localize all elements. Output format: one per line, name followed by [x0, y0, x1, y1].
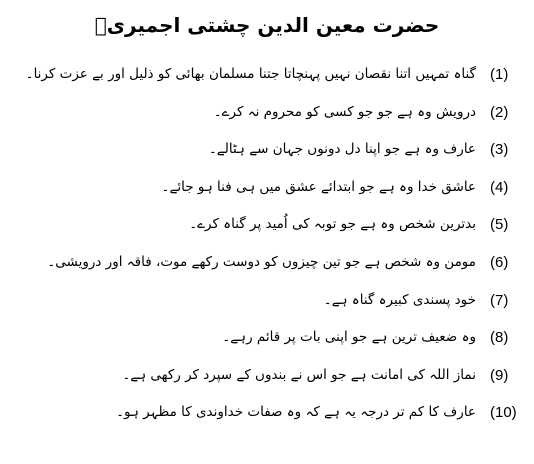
item-number: (6)	[490, 253, 509, 271]
item-text: عارف وہ ہے جو اپنا دل دونوں جہان سے ہٹالے۔	[208, 141, 476, 158]
item-text: عارف کا کم تر درجہ یہ ہے کہ وہ صفات خداوندی کا مظہر ہو۔	[116, 404, 476, 421]
list-item	[0, 133, 534, 171]
page-title: حضرت معین الدین چشتی اجمیریؒ	[94, 13, 440, 37]
item-number: (10)	[490, 404, 517, 422]
item-text: درویش وہ ہے جو جو کسی کو محروم نہ کرے۔	[213, 103, 476, 120]
item-text: بدترین شخص وہ ہے جو توبہ کی اُمید پر گناہ کرے۔	[189, 216, 476, 233]
item-text: عاشق خدا وہ ہے جو ابتدائے عشق میں ہی فنا ہو جائے۔	[161, 178, 476, 195]
list-item	[0, 396, 534, 434]
list-item	[0, 171, 534, 209]
sayings-list	[0, 58, 534, 434]
item-number: (3)	[490, 141, 509, 159]
item-number: (2)	[490, 103, 509, 121]
list-item	[0, 58, 534, 96]
list-item	[0, 208, 534, 246]
item-number: (7)	[490, 291, 509, 309]
list-item	[0, 246, 534, 284]
item-number: (4)	[490, 178, 509, 196]
list-item	[0, 359, 534, 397]
item-number: (5)	[490, 216, 509, 234]
item-number: (8)	[490, 329, 509, 347]
item-text: مومن وہ شخص ہے جو تین چیزوں کو دوست رکھے موت، فاقہ اور درویشی۔	[47, 253, 476, 270]
item-text: نماز اللہ کی امانت ہے جو اس نے بندوں کے سپرد کر رکھی ہے۔	[122, 366, 476, 383]
item-text: خود پسندی کبیرہ گناہ ہے۔	[323, 291, 476, 308]
item-number: (9)	[490, 366, 509, 384]
item-number: (1)	[490, 66, 509, 83]
list-item	[0, 321, 534, 359]
list-item	[0, 284, 534, 322]
item-text: وہ ضعیف ترین ہے جو اپنی بات پر قائم رہے۔	[222, 329, 476, 346]
item-text: گناہ تمہیں اتنا نقصان نہیں پہنچاتا جتنا مسلمان بھائی کو ذلیل اور بے عزت کرنا۔	[25, 66, 476, 82]
list-item	[0, 96, 534, 134]
